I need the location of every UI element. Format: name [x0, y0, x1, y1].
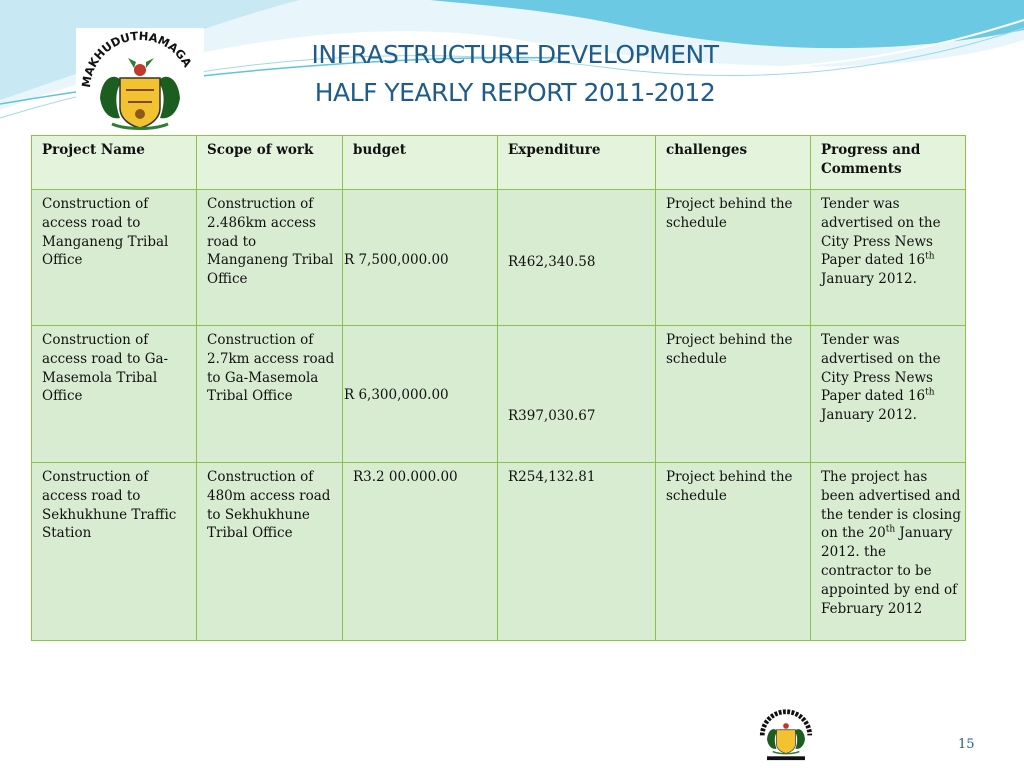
header-budget: budget — [343, 136, 498, 190]
progress-text: Tender was advertised on the City Press News Paper dated 16 — [821, 332, 941, 405]
page-number: 15 — [958, 737, 975, 752]
slide-title — [250, 36, 780, 112]
table-header-row — [32, 136, 966, 190]
cell-challenges: Project behind the schedule — [656, 463, 811, 641]
municipality-logo-small — [752, 706, 820, 762]
progress-text-end: January 2012. — [821, 271, 917, 288]
cell-challenges: Project behind the schedule — [656, 190, 811, 326]
header-progress: Progress and Comments — [811, 136, 966, 190]
progress-superscript: th — [885, 524, 896, 535]
cell-progress — [811, 463, 966, 641]
cell-budget: R3.2 00.000.00 — [343, 463, 498, 641]
cell-expenditure: R397,030.67 — [498, 326, 656, 463]
table-row — [32, 326, 966, 463]
cell-progress — [811, 190, 966, 326]
header-project-name: Project Name — [32, 136, 197, 190]
cell-scope: Construction of 2.486km access road to Manganeng Tribal Office — [197, 190, 343, 326]
cell-project-name: Construction of access road to Manganeng Tribal Office — [32, 190, 197, 326]
infrastructure-report-table — [31, 135, 966, 641]
progress-text-end: January 2012. — [821, 407, 917, 424]
cell-project-name: Construction of access road to Ga-Masemola Tribal Office — [32, 326, 197, 463]
title-line-1: INFRASTRUCTURE DEVELOPMENT — [311, 40, 719, 69]
cell-expenditure: R254,132.81 — [498, 463, 656, 641]
cell-project-name: Construction of access road to Sekhukhune Traffic Station — [32, 463, 197, 641]
header-challenges: challenges — [656, 136, 811, 190]
progress-text: Tender was advertised on the City Press News Paper dated 16 — [821, 196, 941, 269]
municipality-logo — [76, 28, 204, 146]
table-row — [32, 190, 966, 326]
cell-challenges: Project behind the schedule — [656, 326, 811, 463]
cell-budget: R 7,500,000.00 — [343, 190, 498, 326]
cell-progress — [811, 326, 966, 463]
cell-scope: Construction of 480m access road to Sekhukhune Tribal Office — [197, 463, 343, 641]
progress-superscript: th — [925, 387, 935, 398]
title-line-2: HALF YEARLY REPORT 2011-2012 — [314, 78, 716, 107]
cell-scope: Construction of 2.7km access road to Ga-Masemola Tribal Office — [197, 326, 343, 463]
progress-superscript: th — [925, 251, 935, 262]
table-row — [32, 463, 966, 641]
header-expenditure: Expenditure — [498, 136, 656, 190]
cell-budget: R 6,300,000.00 — [343, 326, 498, 463]
cell-expenditure: R462,340.58 — [498, 190, 656, 326]
progress-text-end: January 2012. the contractor to be appointed by end of February 2012 — [821, 525, 958, 617]
logo-top-text: MAKHUDUTHAMAGA — [78, 28, 195, 89]
header-scope: Scope of work — [197, 136, 343, 190]
progress-text: The project has been advertised and the tender is closing on the 20 — [821, 469, 962, 542]
